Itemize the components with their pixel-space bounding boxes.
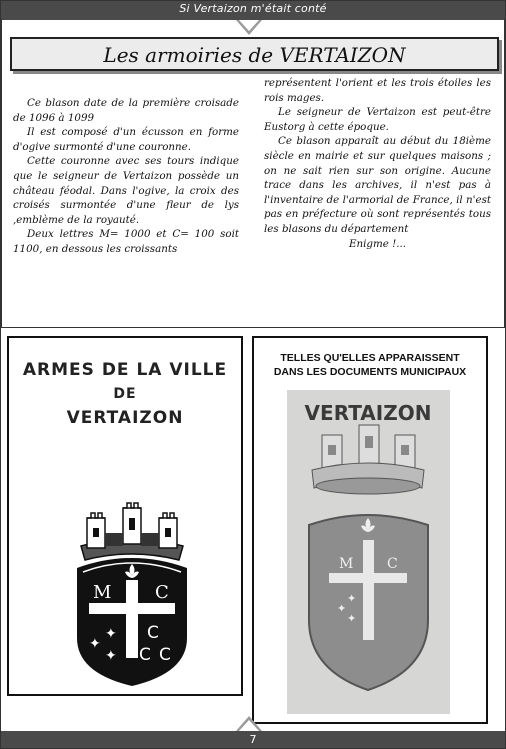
svg-text:C: C: [147, 623, 159, 643]
municipal-coat-of-arms-image: [287, 390, 450, 714]
svg-text:C: C: [159, 645, 171, 665]
svg-text:✦: ✦: [347, 592, 357, 605]
armes-title-line2: DE: [113, 386, 137, 402]
right-paragraph-2: Le seigneur de Vertaizon est peut-être Eustorg à cette époque.: [264, 106, 491, 133]
municipal-document-photo: [287, 390, 450, 714]
shield-letter-m: M: [93, 582, 112, 603]
article-title: Les armoiries de VERTAIZON: [103, 43, 406, 67]
right-paragraph-3: Ce blason apparaît au début du 18ième siècle en mairie et sur quelques maisons ; on ne sait rien sur son origine. Aucune trace dans les archives, il n'est pas à l'inventaire de l'armorial de France, il n'est pas en préfecture où sont représentés tous les blasons du département: [264, 135, 491, 235]
right-paragraph-4: Enigme !...: [348, 237, 407, 250]
left-paragraph-3: Cette couronne avec ses tours indique que le seigneur de Vertaizon possède un château féodal. Dans l'ogive, la croix des croisés surmontée d'une fleur de lys ,emblème de la royauté.: [13, 155, 239, 226]
left-paragraph-1: Ce blason date de la première croisade de 1096 à 1099: [13, 97, 239, 124]
armes-title-line1: ARMES DE LA VILLE: [22, 360, 228, 380]
photo-letter-c: C: [387, 556, 398, 572]
municipal-title-line2: DANS LES DOCUMENTS MUNICIPAUX: [273, 366, 467, 378]
svg-text:C: C: [139, 645, 151, 665]
photo-label: VERTAIZON: [304, 401, 432, 425]
municipal-title-line1: TELLES QU'ELLES APPARAISSENT: [280, 352, 460, 364]
armes-title-line3: VERTAIZON: [66, 408, 184, 428]
svg-text:✦: ✦: [337, 602, 347, 615]
svg-text:✦: ✦: [89, 636, 101, 652]
municipal-box: [252, 336, 488, 724]
photo-letter-m: M: [339, 556, 354, 572]
svg-text:✦: ✦: [105, 648, 117, 664]
article-right-column: [264, 76, 491, 251]
header-title: Si Vertaizon m'était conté: [179, 2, 327, 15]
coat-of-arms-bw-image: [67, 488, 197, 688]
article-title-box: [10, 37, 499, 71]
shield-letter-c: C: [155, 582, 169, 603]
article-left-column: [13, 96, 239, 257]
right-paragraph-1: représentent l'orient et les trois étoiles les rois mages.: [264, 77, 491, 104]
left-paragraph-2: Il est composé d'un écusson en forme d'ogive surmonté d'une couronne.: [13, 126, 239, 153]
page-number: 7: [249, 733, 257, 746]
armes-box: [7, 336, 243, 696]
footer-tab-notch-inner: [239, 720, 259, 731]
svg-text:✦: ✦: [347, 612, 357, 625]
header-tab-notch-inner: [239, 20, 259, 31]
left-paragraph-4: Deux lettres M= 1000 et C= 100 soit 1100, en dessous les croissants: [13, 228, 239, 255]
svg-text:✦: ✦: [105, 626, 117, 642]
